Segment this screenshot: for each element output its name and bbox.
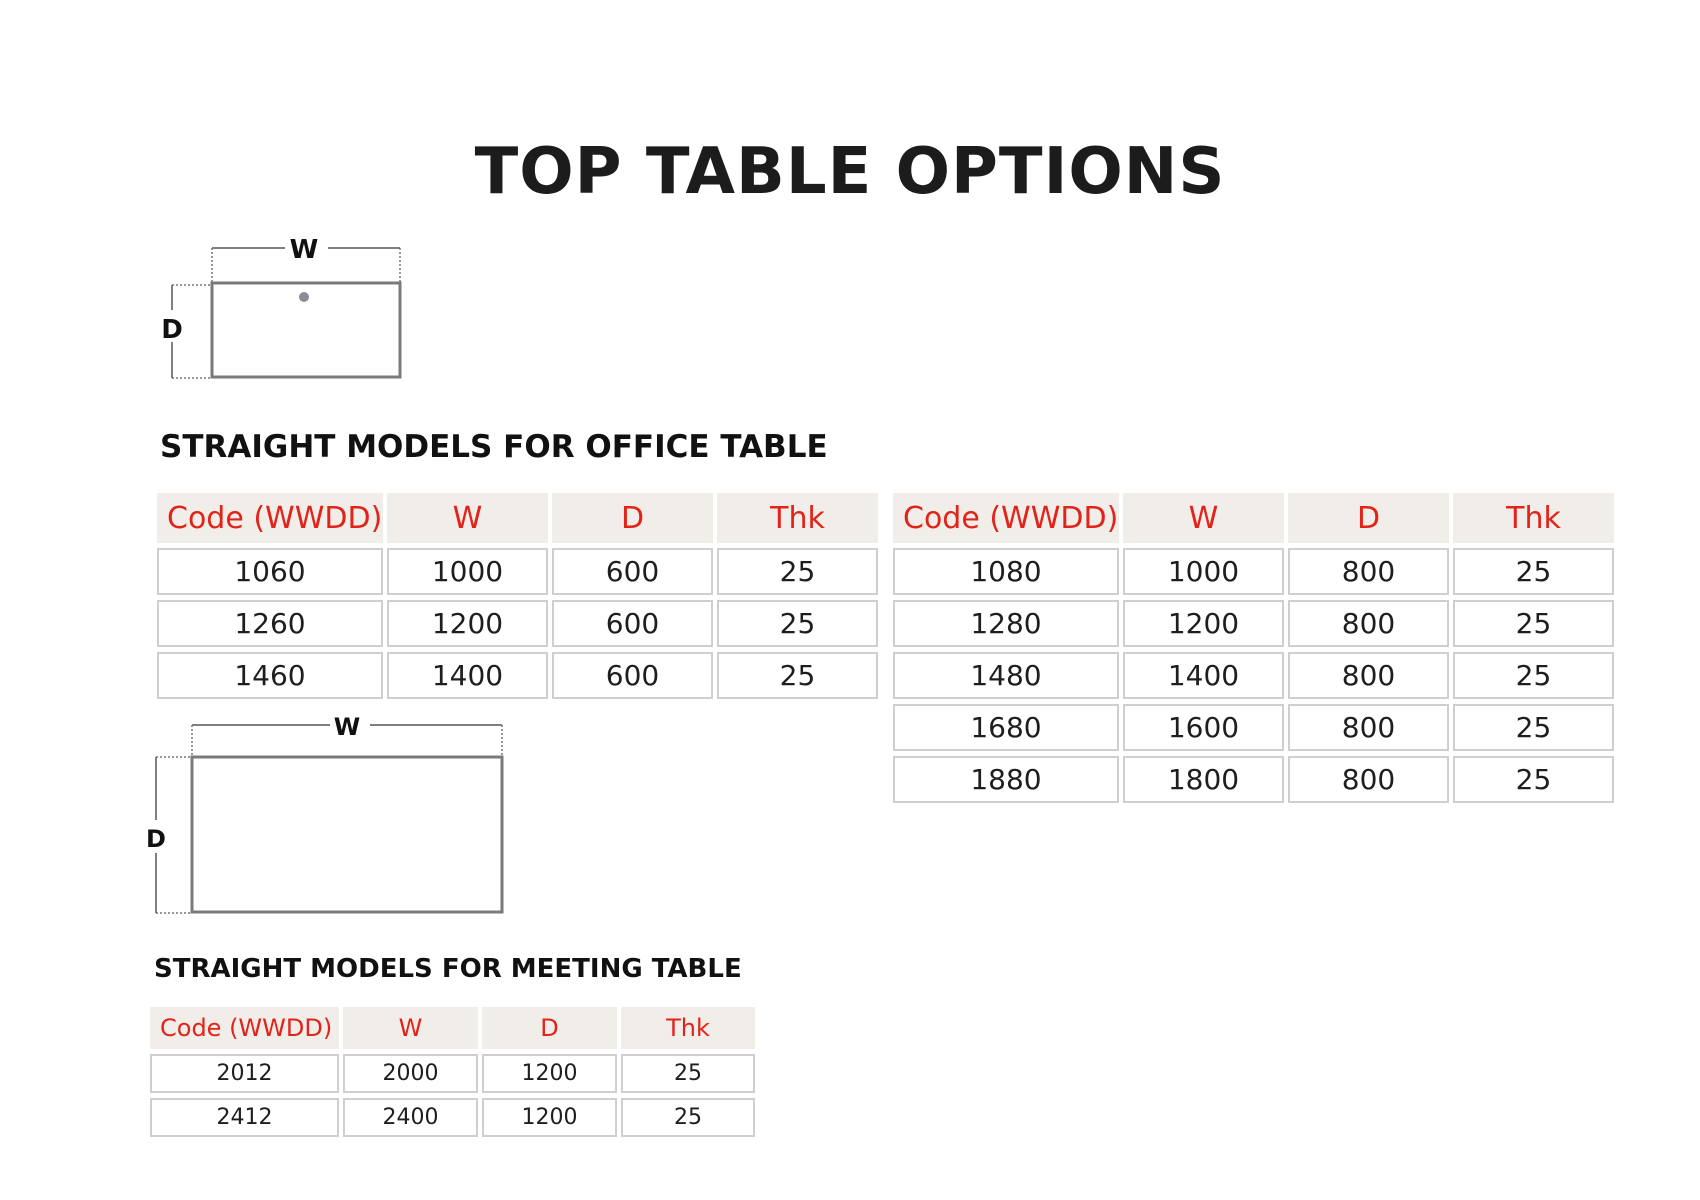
col-header-d: D [482, 1007, 617, 1049]
table-cell: 1000 [387, 548, 548, 595]
table-cell: 25 [717, 548, 878, 595]
width-label: W [333, 713, 361, 741]
table-cell: 1800 [1123, 756, 1284, 803]
table-cell: 1200 [482, 1098, 617, 1137]
table-cell: 1200 [482, 1054, 617, 1093]
table-cell: 25 [1453, 756, 1614, 803]
table-cell: 1200 [1123, 600, 1284, 647]
table-cell: 1060 [157, 548, 383, 595]
col-header-w: W [387, 493, 548, 543]
table-row [150, 1054, 755, 1093]
table-row [157, 600, 878, 647]
table-cell: 1000 [1123, 548, 1284, 595]
table-row [893, 704, 1614, 751]
col-header-code: Code (WWDD) [893, 493, 1119, 543]
col-header-thk: Thk [1453, 493, 1614, 543]
office-section-title: STRAIGHT MODELS FOR OFFICE TABLE [160, 429, 828, 465]
office-table-right [889, 488, 1618, 808]
table-cell: 600 [552, 600, 713, 647]
table-cell: 1080 [893, 548, 1119, 595]
table-cell: 800 [1288, 652, 1449, 699]
meeting-table [146, 1002, 759, 1142]
table-cell: 25 [621, 1054, 755, 1093]
table-cell: 1880 [893, 756, 1119, 803]
depth-label: D [146, 825, 166, 853]
table-cell: 25 [1453, 652, 1614, 699]
col-header-code: Code (WWDD) [157, 493, 383, 543]
table-cell: 25 [1453, 548, 1614, 595]
table-cell: 25 [717, 600, 878, 647]
table-cell: 800 [1288, 600, 1449, 647]
col-header-w: W [1123, 493, 1284, 543]
table-cell: 600 [552, 548, 713, 595]
table-cell: 1400 [1123, 652, 1284, 699]
table-cell: 600 [552, 652, 713, 699]
table-cell: 1680 [893, 704, 1119, 751]
large-table-diagram [140, 705, 520, 920]
table-cell: 2012 [150, 1054, 339, 1093]
col-header-d: D [1288, 493, 1449, 543]
table-cell: 1200 [387, 600, 548, 647]
table-cell: 25 [1453, 600, 1614, 647]
table-row [157, 548, 878, 595]
table-cell: 2400 [343, 1098, 478, 1137]
table-row [893, 652, 1614, 699]
table-row [893, 600, 1614, 647]
col-header-d: D [552, 493, 713, 543]
table-cell: 25 [717, 652, 878, 699]
small-table-diagram [150, 230, 410, 390]
col-header-thk: Thk [621, 1007, 755, 1049]
table-cell: 800 [1288, 756, 1449, 803]
table-cell: 1260 [157, 600, 383, 647]
depth-label: D [161, 315, 183, 345]
table-cell: 2412 [150, 1098, 339, 1137]
table-row [157, 652, 878, 699]
table-cell: 800 [1288, 704, 1449, 751]
table-cell: 1480 [893, 652, 1119, 699]
page-title: TOP TABLE OPTIONS [474, 135, 1226, 209]
table-cell: 25 [621, 1098, 755, 1137]
col-header-thk: Thk [717, 493, 878, 543]
table-cell: 2000 [343, 1054, 478, 1093]
meeting-section-title: STRAIGHT MODELS FOR MEETING TABLE [154, 954, 742, 984]
table-cell: 1280 [893, 600, 1119, 647]
table-cell: 1400 [387, 652, 548, 699]
col-header-w: W [343, 1007, 478, 1049]
col-header-code: Code (WWDD) [150, 1007, 339, 1049]
table-row [893, 548, 1614, 595]
table-cell: 25 [1453, 704, 1614, 751]
width-label: W [289, 235, 319, 265]
table-cell: 800 [1288, 548, 1449, 595]
office-table-left [153, 488, 882, 704]
table-cell: 1600 [1123, 704, 1284, 751]
table-cell: 1460 [157, 652, 383, 699]
table-row [150, 1098, 755, 1137]
grommet-dot [299, 292, 309, 302]
table-row [893, 756, 1614, 803]
